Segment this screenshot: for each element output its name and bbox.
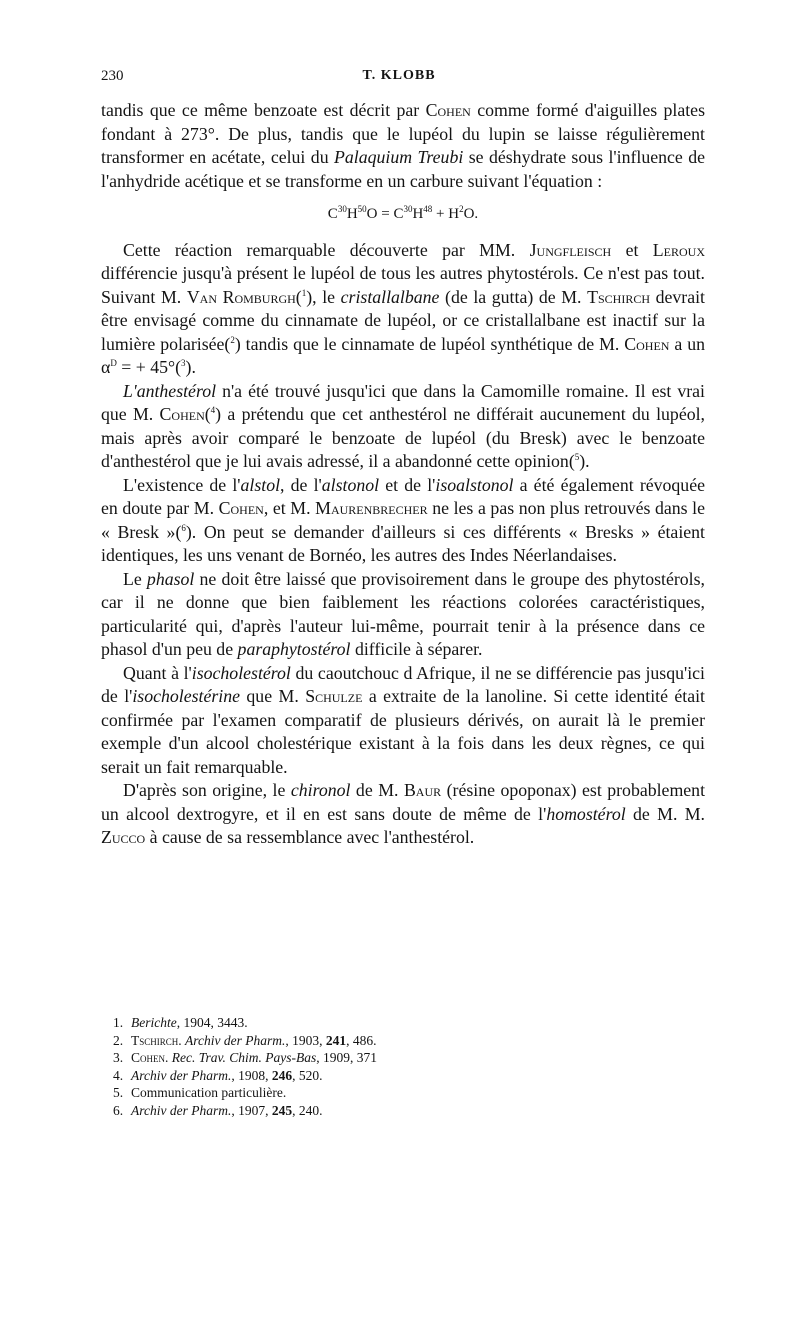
footnote-text: . [178,1032,186,1048]
page-header [101,68,697,92]
compound-name: alstol [240,474,281,495]
compound-name: L'anthestérol [123,380,217,401]
footnote-text: Berichte [131,1015,177,1030]
footnote-number: 3. [113,1050,124,1065]
footnote-text: , 486. [346,1032,377,1048]
author-name: Cohen [425,100,471,120]
author-name: Van Romburgh [186,286,296,307]
footnote [113,1084,377,1102]
species-name: Palaquium Treubi [334,147,464,167]
body-text [101,99,705,850]
footnote-text: Cohen [131,1050,166,1065]
compound-name: paraphytostérol [237,639,351,659]
footnote-number: 6. [113,1102,124,1118]
paragraph: L'anthestérol n'a été trouvé jusqu'ici que dans la Camomille romaine. Il est vrai que M. Cohen($^4$) a prétendu que cet anthestérol ne différait aucunement du lupéol, mais après avoir comparé le benzoate de lupéol (du Bresk) avec le benzoate d'anthestérol que je lui avais adressé, il a abandonné cette opinion($^5$). [101,380,705,471]
author-name: Tschirch [587,286,651,307]
footnote-text: , 1908, [231,1067,272,1083]
footnote-ref: 1 [301,287,307,298]
compound-name: homostérol [546,803,626,824]
chemical-equation: $C^{30}H^{50}O = C^{30}H^{48} + H^2O$. [327,204,479,222]
footnote-ref: 4 [210,405,216,416]
author-name: Schulze [305,686,363,706]
page-number: 230 [101,68,124,84]
footnote-number: 5. [113,1085,124,1100]
footnote-text: , 1909, 371 [316,1050,377,1065]
footnote-text: Archiv der Pharm. [185,1032,286,1048]
footnote-text: Communication particulière. [131,1085,287,1100]
footnote-text: Archiv der Pharm. [131,1102,232,1118]
author-name: Cohen [624,333,670,354]
footnote-text: , 1907, [231,1102,272,1118]
paragraph: Cette réaction remarquable découverte par MM. Jungfleisch et Leroux différencie jusqu'à présent le lupéol de tous les autres phytostérols. Ce n'est pas tout. Suivant M. Van Romburgh($^1$), le cristallalbane (de la gutta) de M. Tschirch devrait être envisagé comme du cinnamate de lupéol, or ce cristallalbane est inactif sur la lumière polarisée($^2$) tandis que le cinnamate de lupéol synthétique de M. Cohen a un $\alpha^D$ = + 45°($^3$). [101,239,705,377]
author-name: Cohen [218,498,264,518]
footnotes [113,1014,377,1119]
footnote [113,1032,377,1050]
footnote [113,1049,377,1067]
author-name: Baur [403,780,442,800]
author-name: Leroux [652,239,705,260]
footnote-text: Archiv der Pharm. [131,1067,232,1083]
footnote-ref: 3 [181,358,186,369]
footnote-text: , 1904, 3443. [176,1015,248,1030]
footnote-ref: 5 [574,452,580,463]
paragraph: tandis que ce même benzoate est décrit par Cohen comme formé d'aiguilles plates fondant à 273°. De plus, tandis que le lupéol du lupin se laisse régulièrement transformer en acétate, celui du Palaquium Treubi se déshydrate sous l'influence de l'anhydride acétique et se transforme en un carbure suivant l'équation : [101,100,706,191]
paragraph: Le phasol ne doit être laissé que provisoirement dans le groupe des phytostérols, car il ne donne que bien faiblement les réactions colorées caractéristiques, particularité qui, d'après l'auteur lui-même, pourrait tenir à la présence dans ce phasol d'un peu de paraphytostérol difficile à séparer. [101,568,705,659]
footnote-text: , 1903, [285,1032,326,1048]
footnote-text: . [165,1050,172,1065]
running-title: T. KLOBB [362,68,436,83]
footnote-number: 4. [113,1067,124,1083]
compound-name: chironol [290,780,351,800]
author-name: Jungfleisch [529,239,612,260]
footnote [113,1102,377,1120]
footnote-text: Rec. Trav. Chim. Pays-Bas [171,1050,317,1065]
footnote-text: , 520. [292,1067,323,1083]
footnote-text: , 240. [292,1102,323,1118]
compound-name: cristallalbane [340,286,440,307]
footnote-text: 241 [325,1032,347,1048]
footnote-ref: 6 [181,522,186,533]
author-name: Maurenbrecher [315,498,428,518]
paragraph: D'après son origine, le chironol de M. Baur (résine opoponax) est probablement un alcool dextrogyre, et il en est sans doute de même de l'homostérol de M. M. Zucco à cause de sa ressemblance avec l'anthestérol. [101,780,706,847]
footnote-text: Tschirch [131,1032,179,1048]
author-name: Zucco [101,827,146,847]
author-name: Cohen [159,404,205,424]
compound-name: isocholestérine [132,686,240,706]
compound-name: isocholestérol [191,662,291,683]
footnote [113,1014,377,1032]
footnote-ref: 2 [230,334,235,345]
compound-name: phasol [146,568,195,589]
footnote-number: 1. [113,1015,124,1030]
paragraph: Quant à l'isocholestérol du caoutchouc d Afrique, il ne se différencie pas jusqu'ici de l'isocholestérine que M. Schulze a extraite de la lanoline. Si cette identité était confirmée par l'examen comparatif de plusieurs dérivés, on aurait là le premier exemple d'un alcool cholestérique existant à la fois dans les deux règnes, ce qui serait un fait remarquable. [101,662,705,777]
compound-name: isoalstonol [435,474,514,495]
footnote-text: 246 [271,1067,293,1083]
paragraph: L'existence de l'alstol, de l'alstonol et de l'isoalstonol a été également révoquée en doute par M. Cohen, et M. Maurenbrecher ne les a pas non plus retrouvés dans le « Bresk »($^6$). On peut se demander d'ailleurs si ces différents « Bresks » étaient identiques, les uns venant de Bornéo, les autres des Indes Néerlandaises. [101,474,705,565]
compound-name: alstonol [321,474,380,495]
footnote-number: 2. [113,1032,124,1048]
footnote-text: 245 [271,1102,293,1118]
footnote [113,1067,377,1085]
